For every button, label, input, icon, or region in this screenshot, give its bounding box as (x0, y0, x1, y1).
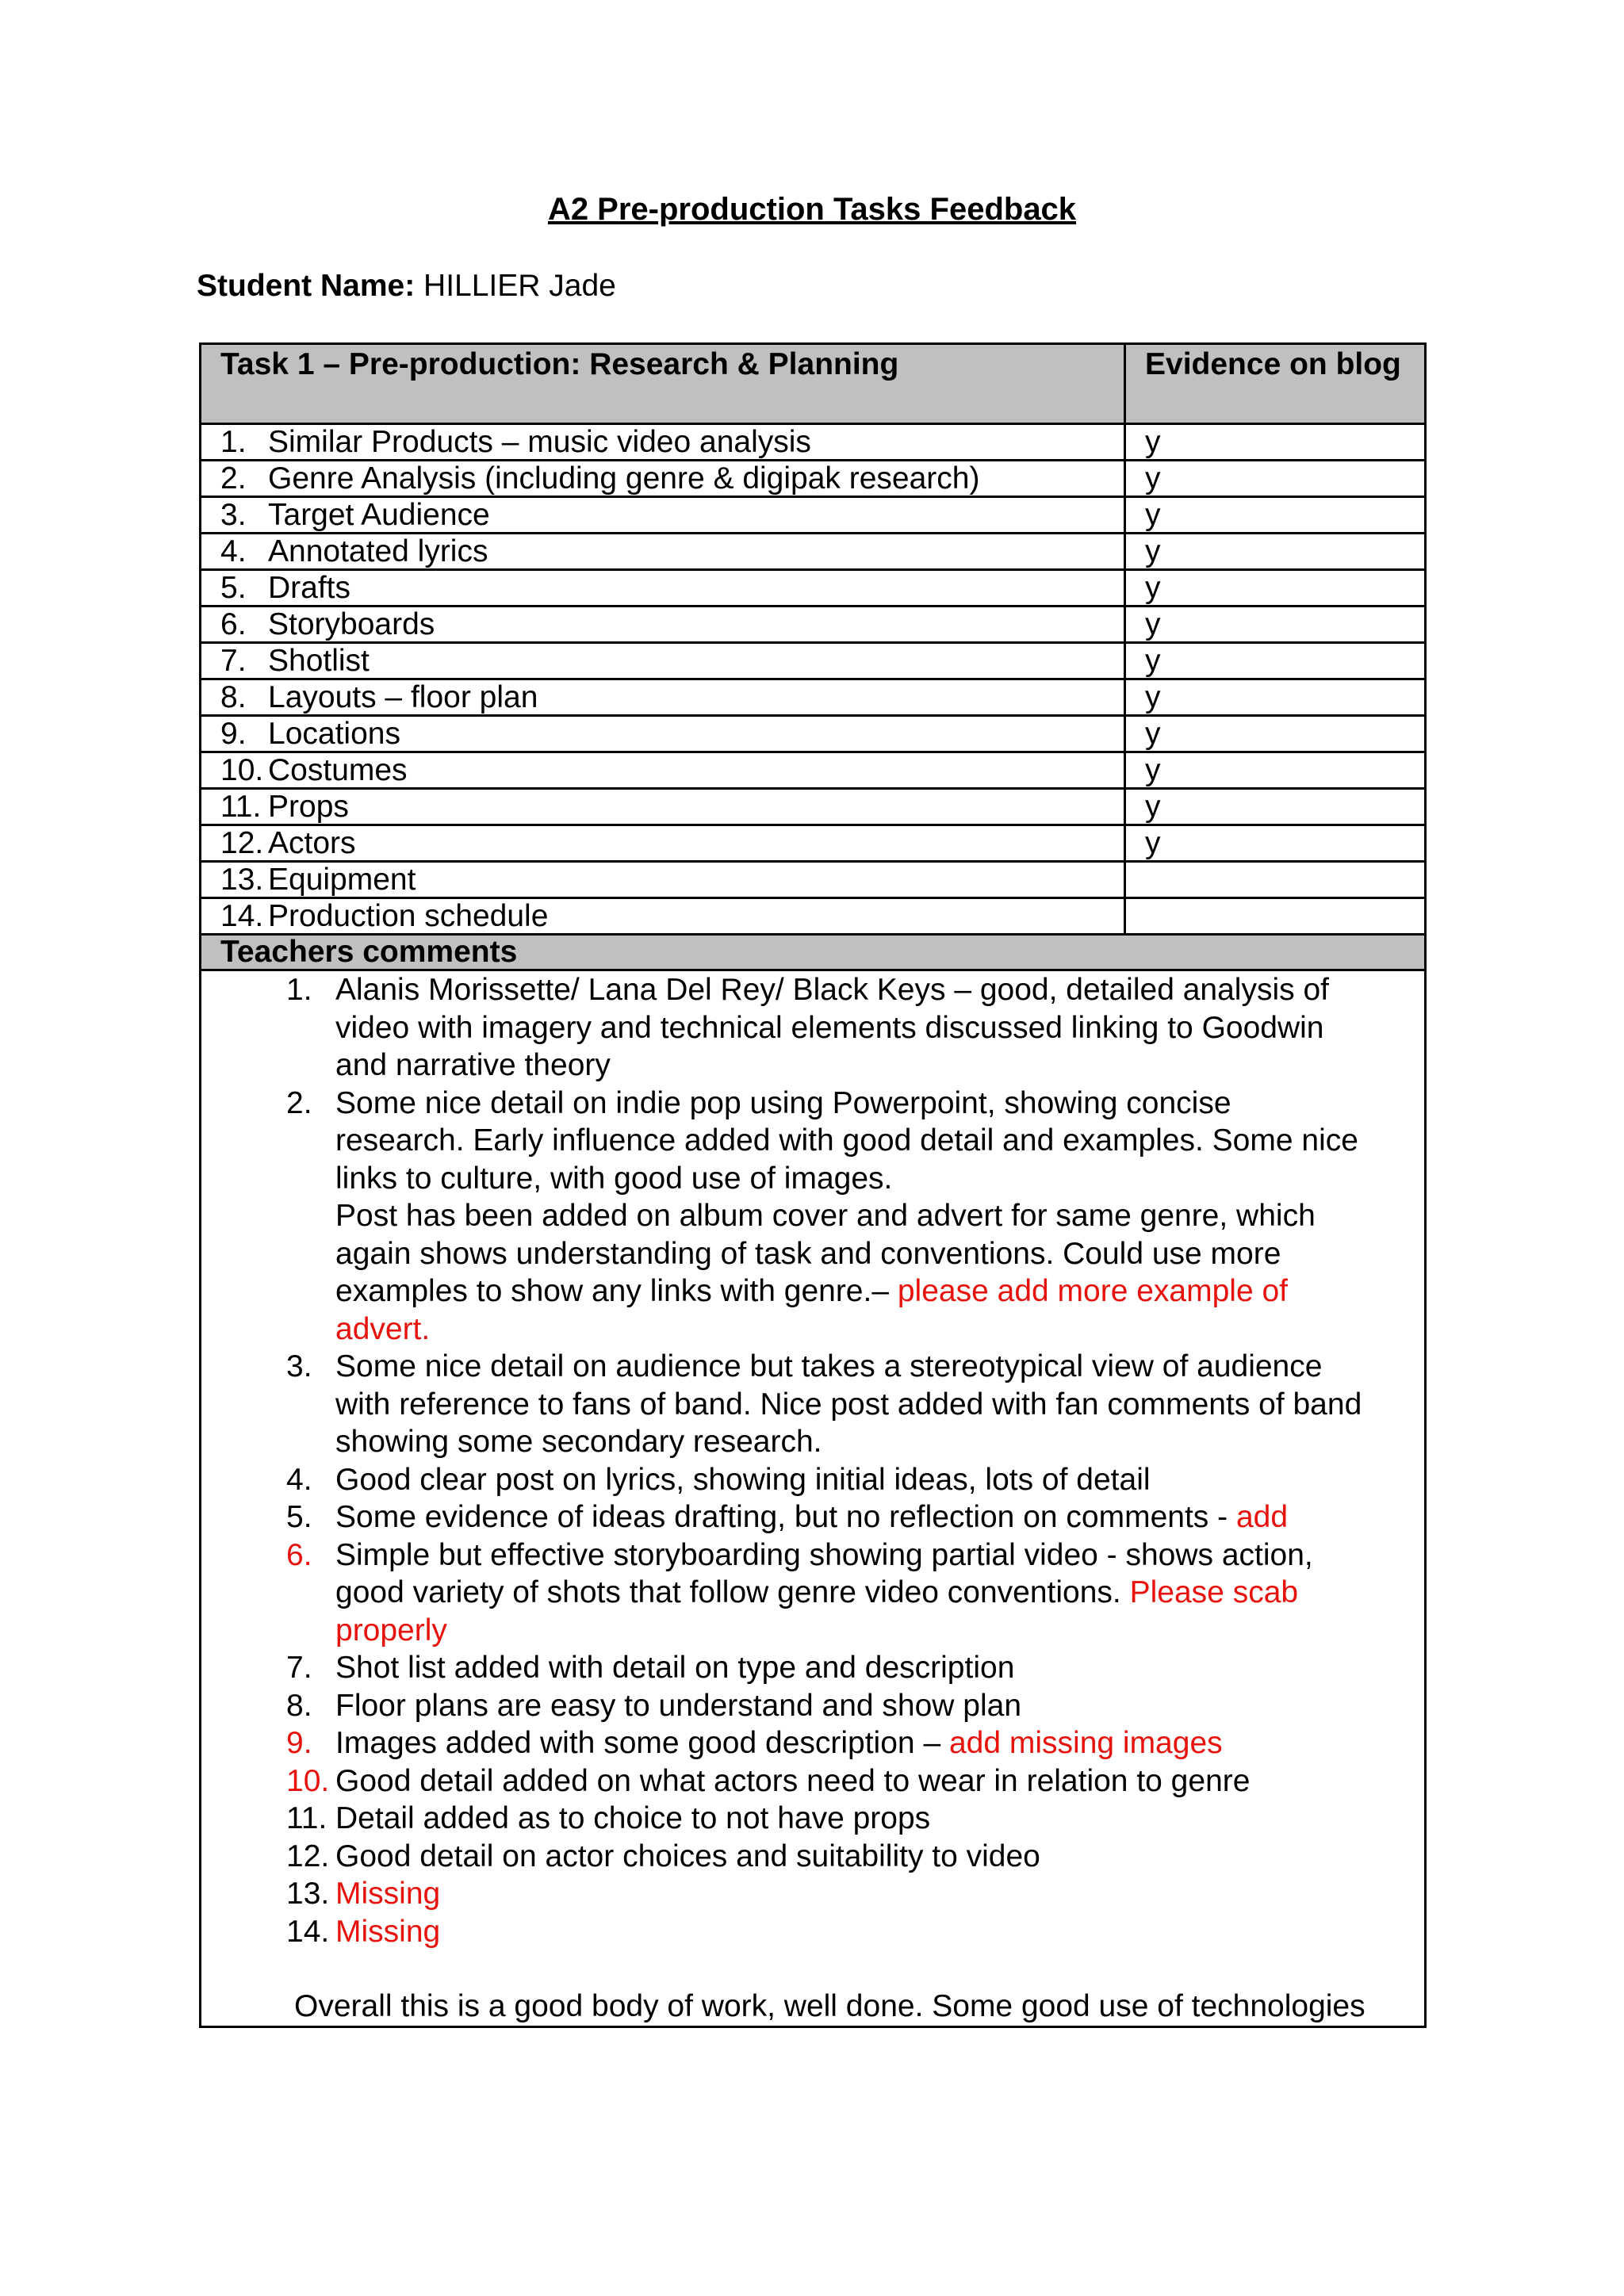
comment-action: add (1235, 1500, 1289, 1534)
evidence-cell: y (1125, 679, 1426, 716)
evidence-cell: y (1125, 752, 1426, 789)
table-header-row (201, 344, 1426, 424)
comment-text: Some evidence of ideas drafting, but no reflection on comments - (335, 1500, 1236, 1534)
table-row (201, 679, 1426, 716)
task-number: 5. (220, 571, 247, 605)
table-row (201, 789, 1426, 825)
comment-action: Missing (335, 1914, 441, 1949)
comment-number: 7. (286, 1651, 312, 1685)
comment-text: and narrative theory (335, 1048, 611, 1082)
evidence-cell: y (1125, 825, 1426, 862)
task-cell (201, 570, 1125, 607)
document-title: A2 Pre-production Tasks Feedback (547, 192, 1077, 227)
comment-text: links to culture, with good use of images. (335, 1161, 893, 1196)
task-label: Drafts (268, 571, 351, 605)
comment-number: 13. (286, 1877, 330, 1911)
comment-action: properly (335, 1613, 447, 1647)
comment-text: Some nice detail on indie pop using Powerpoint, showing concise (335, 1085, 1231, 1120)
task-cell (201, 716, 1125, 752)
comment-text: Good detail added on what actors need to wear in relation to genre (335, 1763, 1251, 1798)
comment-number: 1. (286, 973, 312, 1007)
comment-text: again shows understanding of task and conventions. Could use more (335, 1236, 1281, 1271)
task-cell (201, 643, 1125, 679)
overall-comment: Overall this is a good body of work, well done. Some good use of technologies (294, 1989, 1365, 2023)
comment-text: Images added with some good description – (335, 1726, 949, 1760)
comment-number: 9. (286, 1726, 312, 1760)
comment-item (286, 1875, 1424, 1913)
task-number: 11. (220, 790, 262, 824)
comment-item (286, 1724, 1424, 1762)
comment-item (286, 1498, 1424, 1536)
comment-text: Good clear post on lyrics, showing initial ideas, lots of detail (335, 1462, 1151, 1497)
comment-action: advert. (335, 1311, 431, 1346)
evidence-cell: y (1125, 461, 1426, 497)
comment-text: Good detail on actor choices and suitability to video (335, 1839, 1040, 1873)
evidence-cell: y (1125, 570, 1426, 607)
comment-number: 3. (286, 1349, 312, 1383)
comment-action: Missing (335, 1877, 441, 1911)
comment-text: Post has been added on album cover and advert for same genre, which (335, 1199, 1316, 1233)
evidence-cell: y (1125, 497, 1426, 534)
comment-item (286, 1085, 1424, 1349)
comment-text: Simple but effective storyboarding showing partial video - shows action, (335, 1537, 1313, 1572)
student-line (197, 269, 616, 304)
table-row (201, 461, 1426, 497)
task-label: Shotlist (268, 644, 370, 678)
comment-text: Floor plans are easy to understand and show plan (335, 1688, 1022, 1723)
task-cell (201, 825, 1125, 862)
task-label: Equipment (268, 863, 416, 897)
task-cell (201, 534, 1125, 570)
table-row (201, 570, 1426, 607)
task-label: Genre Analysis (including genre & digipak research) (268, 461, 980, 496)
evidence-cell (1125, 898, 1426, 935)
task-number: 9. (220, 717, 247, 751)
task-cell (201, 497, 1125, 534)
comments-row (201, 970, 1426, 2027)
comment-number: 5. (286, 1500, 312, 1534)
task-number: 12. (220, 826, 264, 860)
task-number: 6. (220, 607, 247, 641)
table-row (201, 643, 1426, 679)
comment-item (286, 1687, 1424, 1725)
comment-item (286, 1536, 1424, 1650)
task-label: Layouts – floor plan (268, 680, 538, 714)
task-label: Costumes (268, 753, 408, 787)
task-label: Target Audience (268, 498, 490, 532)
task-label: Storyboards (268, 607, 435, 641)
task-cell (201, 789, 1125, 825)
comment-number: 14. (286, 1914, 330, 1949)
comment-text: showing some secondary research. (335, 1425, 822, 1459)
comment-item (286, 1762, 1424, 1800)
student-name-label: Student Name: (197, 269, 416, 303)
evidence-cell: y (1125, 424, 1426, 461)
comment-text: examples to show any links with genre.– (335, 1274, 890, 1308)
table-row (201, 825, 1426, 862)
table-row (201, 898, 1426, 935)
student-name-value: HILLIER Jade (423, 269, 616, 303)
comment-text: Some nice detail on audience but takes a stereotypical view of audience (335, 1349, 1323, 1383)
table-row (201, 497, 1426, 534)
comment-number: 10. (286, 1763, 330, 1798)
table-row (201, 716, 1426, 752)
comment-item (286, 1800, 1424, 1838)
comment-number: 2. (286, 1085, 312, 1120)
evidence-cell: y (1125, 534, 1426, 570)
task-label: Similar Products – music video analysis (268, 425, 811, 459)
comment-item (286, 1913, 1424, 1951)
comment-text: good variety of shots that follow genre video conventions. (335, 1575, 1130, 1609)
comment-number: 11. (286, 1801, 327, 1835)
task-number: 1. (220, 425, 247, 459)
comment-number: 4. (286, 1462, 312, 1497)
comment-text: research. Early influence added with good detail and examples. Some nice (335, 1123, 1358, 1158)
evidence-cell: y (1125, 789, 1426, 825)
task-cell (201, 752, 1125, 789)
evidence-cell: y (1125, 607, 1426, 643)
tasks-table (199, 342, 1427, 2028)
evidence-cell: y (1125, 643, 1426, 679)
comments-list (220, 971, 1424, 1950)
task-label: Props (268, 790, 349, 824)
evidence-cell (1125, 862, 1426, 898)
task-number: 8. (220, 680, 247, 714)
task-label: Production schedule (268, 899, 549, 933)
table-row (201, 862, 1426, 898)
comment-text: Alanis Morissette/ Lana Del Rey/ Black Keys – good, detailed analysis of (335, 973, 1329, 1007)
comments-header-row (201, 935, 1426, 970)
comment-item (286, 1649, 1424, 1687)
comment-item (286, 1461, 1424, 1499)
task-cell (201, 679, 1125, 716)
table-row (201, 534, 1426, 570)
task-number: 2. (220, 461, 247, 496)
evidence-cell: y (1125, 716, 1426, 752)
task-cell (201, 461, 1125, 497)
task-cell (201, 607, 1125, 643)
task-cell (201, 424, 1125, 461)
comment-item (286, 1348, 1424, 1461)
comment-number: 8. (286, 1688, 312, 1723)
table-row (201, 752, 1426, 789)
comment-text: Shot list added with detail on type and description (335, 1651, 1015, 1685)
comment-text: Detail added as to choice to not have props (335, 1801, 931, 1835)
task-cell (201, 862, 1125, 898)
comment-item (286, 1838, 1424, 1876)
task-column-header: Task 1 – Pre-production: Research & Planning (201, 344, 1125, 424)
task-label: Locations (268, 717, 400, 751)
comment-item (286, 971, 1424, 1085)
comments-header: Teachers comments (201, 935, 1426, 970)
task-number: 4. (220, 534, 247, 568)
task-number: 10. (220, 753, 264, 787)
comment-action: please add more example of (889, 1274, 1288, 1308)
task-label: Annotated lyrics (268, 534, 488, 568)
task-number: 3. (220, 498, 247, 532)
comment-number: 6. (286, 1537, 312, 1572)
comment-action: add missing images (948, 1726, 1223, 1760)
comments-cell (201, 970, 1426, 2027)
table-row (201, 607, 1426, 643)
table-row (201, 424, 1426, 461)
task-number: 13. (220, 863, 264, 897)
task-number: 7. (220, 644, 247, 678)
comment-text: video with imagery and technical elements discussed linking to Goodwin (335, 1010, 1324, 1045)
task-cell (201, 898, 1125, 935)
comment-number: 12. (286, 1839, 330, 1873)
task-number: 14. (220, 899, 264, 933)
task-label: Actors (268, 826, 356, 860)
comment-action: Please scab (1129, 1575, 1299, 1609)
comment-text: with reference to fans of band. Nice post added with fan comments of band (335, 1387, 1362, 1422)
evidence-column-header: Evidence on blog (1125, 344, 1426, 424)
